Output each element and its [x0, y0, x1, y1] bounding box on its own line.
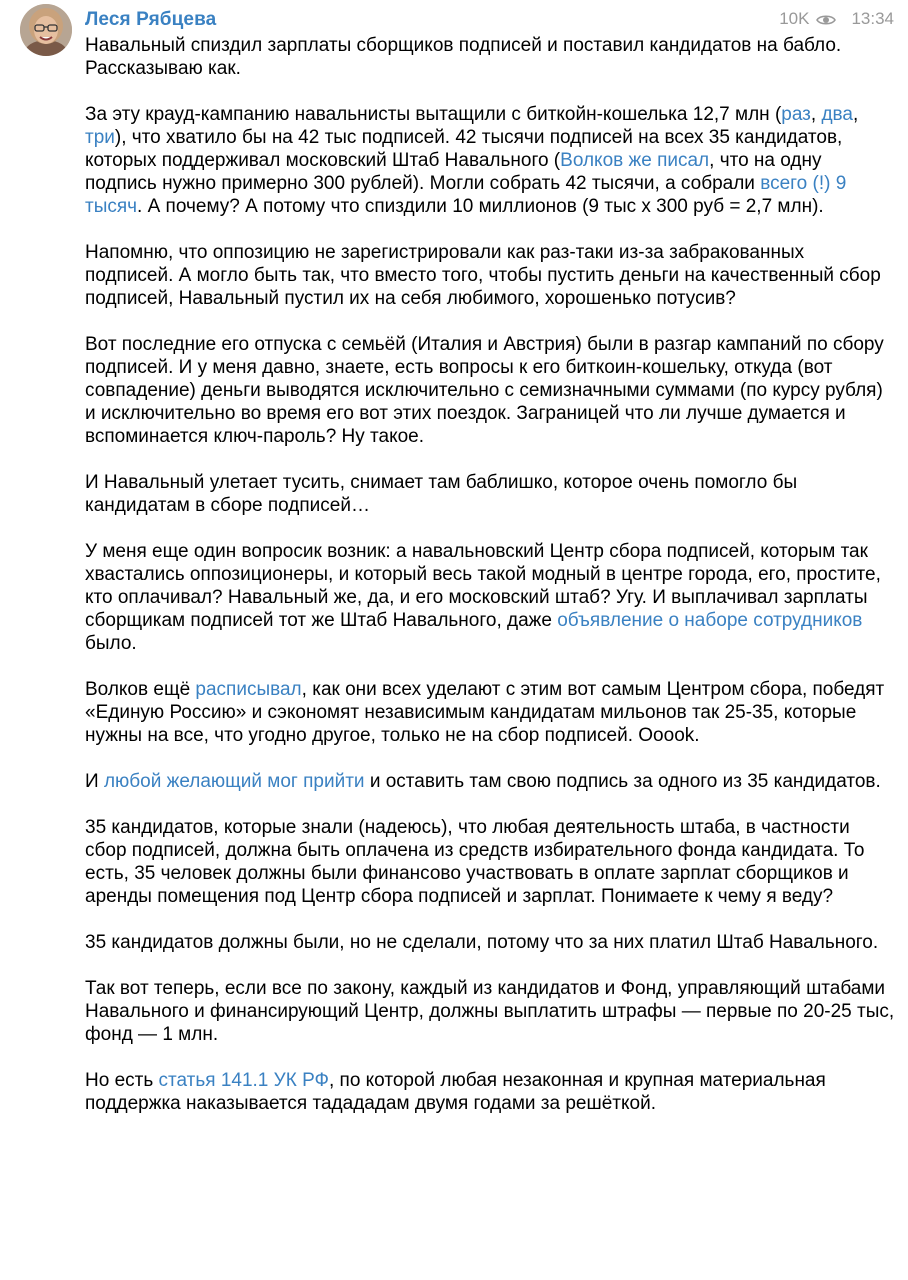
message-paragraph: [85, 816, 895, 908]
message-paragraph: [85, 103, 895, 218]
link-statya-141[interactable]: статья 141.1 УК РФ: [158, 1070, 329, 1091]
paragraph-text: И Навальный улетает тусить, снимает там баблишко, которое очень помогло бы кандидатам в сборе подписей…: [85, 472, 798, 516]
paragraph-text: 35 кандидатов, которые знали (надеюсь), что любая деятельность штаба, в частности сбор подписей, должна быть оплачена из средств избирательного фонда кандидата. То есть, 35 человек должны были финансово участвовать в оплате зарплат сборщиков и аренды помещения под Центр сбора подписей и зарплат. Понимаете к чему я веду?: [85, 817, 865, 907]
paragraph-text: 35 кандидатов должны были, но не сделали, потому что за них платил Штаб Навального.: [85, 932, 879, 953]
message-paragraph: [85, 931, 895, 954]
link-tri[interactable]: три: [85, 127, 115, 148]
message-paragraph: [85, 333, 895, 448]
paragraph-text: У меня еще один вопросик возник: а навальновский Центр сбора подписей, которым так хвастались оппозиционеры, и который весь такой модный в центре города, его, простите, кто оплачивал? Навальный же, да, и его московский штаб? Угу. И выплачивал зарплаты сборщикам подписей тот же Штаб Навального, даже: [85, 541, 881, 631]
message-paragraph: [85, 770, 895, 793]
paragraph-text: и оставить там свою подпись за одного из 35 кандидатов.: [364, 771, 881, 792]
paragraph-text: За эту крауд-кампанию навальнисты вытащили с биткойн-кошелька 12,7 млн (: [85, 104, 782, 125]
paragraph-text: , по которой любая незаконная и крупная материальная поддержка наказывается тадададам двумя годами за решёткой.: [85, 1070, 826, 1114]
message-paragraph: [85, 471, 895, 517]
paragraph-text: Но есть: [85, 1070, 159, 1091]
message-paragraph: [85, 241, 895, 310]
paragraph-text: ), что хватило бы на 42 тыс подписей. 42 тысячи подписей на всех 35 кандидатов, которых поддерживал московский Штаб Навального (: [85, 127, 843, 171]
link-raspisyval[interactable]: расписывал: [195, 679, 302, 700]
message-paragraph: [85, 540, 895, 655]
paragraph-text: Напомню, что оппозицию не зарегистрировали как раз-таки из-за забракованных подписей. А могло быть так, что вместо того, чтобы пустить деньги на качественный сбор подписей, Навальный пустил их на себя любимого, хорошенько потусив?: [85, 242, 881, 309]
paragraph-text: . А почему? А потому что спиздили 10 миллионов (9 тыс х 300 руб = 2,7 млн).: [137, 196, 824, 217]
paragraph-text: ,: [810, 104, 822, 125]
message-paragraph: [85, 678, 895, 747]
link-lyuboy-zhelayushchiy[interactable]: любой желающий мог прийти: [103, 771, 365, 792]
paragraph-text: Вот последние его отпуска с семьёй (Италия и Австрия) были в разгар кампаний по сбору подписей. И у меня давно, знаете, есть вопросы к его биткоин-кошельку, откуда (вот совпадение) деньги выводятся исключительно с семизначными суммами (по курсу рубля) и исключительно во время его вот этих поездок. Заграницей что ли лучше думается и вспоминается ключ-пароль? Ну такое.: [85, 334, 884, 447]
avatar-image: [20, 4, 72, 56]
message-paragraph: [85, 34, 895, 80]
link-volkov-pisal[interactable]: Волков же писал: [560, 150, 710, 171]
paragraph-text: Так вот теперь, если все по закону, каждый из кандидатов и Фонд, управляющий штабами Навального и финансирующий Центр, должны выплатить штрафы — первые по 20-25 тыс, фонд — 1 млн.: [85, 978, 895, 1045]
link-dva[interactable]: два: [821, 104, 854, 125]
message-paragraph: [85, 1069, 895, 1115]
paragraph-text: , как они всех уделают с этим вот самым Центром сбора, победят «Единую Россию» и сэкономят независимым кандидатам мильонов так 25-35, которые нужны на все, что угодно другое, только не на сбор подписей. Ооook.: [85, 679, 885, 746]
message-paragraph: [85, 977, 895, 1046]
message-meta: [779, 9, 894, 29]
message-body: [85, 34, 895, 1138]
paragraph-text: было.: [85, 633, 137, 654]
paragraph-text: И: [85, 771, 104, 792]
link-raz[interactable]: раз: [781, 104, 811, 125]
paragraph-text: ,: [853, 104, 859, 125]
views-count: 10K: [779, 9, 810, 28]
avatar[interactable]: [20, 4, 72, 56]
link-vsego-9-tysyach[interactable]: всего (!) 9 тысяч: [85, 173, 847, 217]
eye-icon: [816, 12, 836, 26]
paragraph-text: Волков ещё: [85, 679, 196, 700]
paragraph-text: , что на одну подпись нужно примерно 300 рублей). Могли собрать 42 тысячи, а собрали: [85, 150, 822, 194]
author-name[interactable]: Леся Рябцева: [85, 9, 217, 30]
paragraph-text: Навальный спиздил зарплаты сборщиков подписей и поставил кандидатов на бабло. Рассказываю как.: [85, 35, 842, 79]
message-time: 13:34: [851, 9, 894, 28]
link-obyavlenie[interactable]: объявление о наборе сотрудников: [557, 610, 863, 631]
